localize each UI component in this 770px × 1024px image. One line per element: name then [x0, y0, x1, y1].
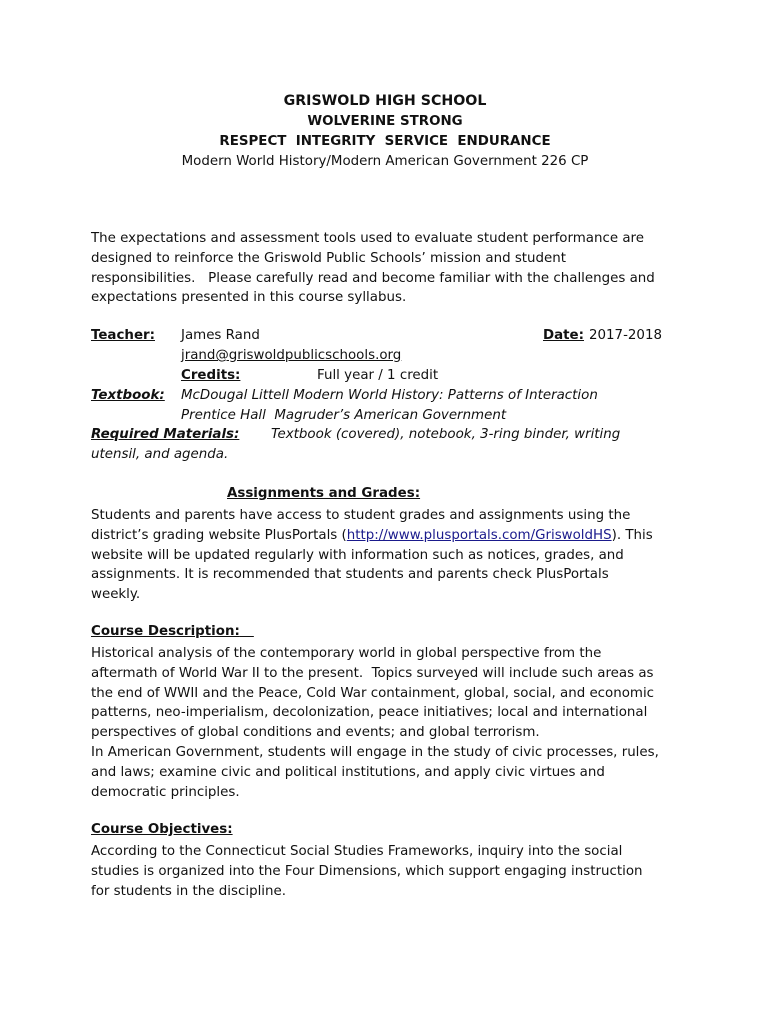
assignments-line: weekly.	[91, 587, 141, 603]
intro-paragraph	[91, 229, 691, 308]
intro-line: responsibilities. Please carefully read and become familiar with the challenges and	[91, 270, 655, 286]
description-line: perspectives of global conditions and events; and global terrorism.	[91, 725, 540, 741]
objectives-line: studies is organized into the Four Dimensions, which support engaging instruction	[91, 863, 643, 879]
description-line: democratic principles.	[91, 784, 240, 800]
assignments-line-suffix: ). This	[611, 527, 653, 543]
materials-2: utensil, and agenda.	[91, 447, 229, 462]
teacher-label: Teacher:	[91, 328, 155, 343]
objectives-paragraph	[91, 842, 691, 901]
teacher-email[interactable]: jrand@griswoldpublicschools.org	[181, 348, 402, 363]
assignments-line: assignments. It is recommended that students and parents check PlusPortals	[91, 567, 609, 583]
assignments-paragraph	[91, 506, 691, 605]
materials-1: Textbook (covered), notebook, 3-ring binder, writing	[271, 427, 621, 442]
intro-line: The expectations and assessment tools used to evaluate student performance are	[91, 231, 644, 246]
school-motto: WOLVERINE STRONG	[307, 114, 463, 129]
school-name: GRISWOLD HIGH SCHOOL	[283, 93, 487, 109]
textbook-label: Textbook:	[91, 388, 165, 403]
description-line: Historical analysis of the contemporary world in global perspective from the	[91, 646, 602, 661]
plusportals-link[interactable]: http://www.plusportals.com/GriswoldHS	[346, 527, 612, 543]
assignments-line	[91, 526, 691, 546]
school-values: RESPECT INTEGRITY SERVICE ENDURANCE	[219, 134, 551, 149]
description-heading-text: Course Description:	[91, 624, 240, 639]
teacher-name: James Rand	[181, 328, 260, 343]
course-title: Modern World History/Modern American Government 226 CP	[181, 154, 589, 169]
date-value: 2017-2018	[589, 328, 662, 343]
date-label: Date:	[543, 328, 584, 343]
materials-label: Required Materials:	[91, 427, 240, 442]
textbook-1: McDougal Littell Modern World History: Patterns of Interaction	[181, 388, 598, 403]
assignments-heading: Assignments and Grades:	[227, 486, 421, 501]
objectives-line: for students in the discipline.	[91, 883, 286, 899]
objectives-heading: Course Objectives:	[91, 822, 233, 837]
assignments-line-prefix: district’s grading website PlusPortals (	[91, 527, 347, 543]
assignments-line: Students and parents have access to student grades and assignments using the	[91, 508, 631, 523]
credits-label: Credits:	[181, 368, 241, 383]
assignments-line: website will be updated regularly with information such as notices, grades, and	[91, 547, 624, 563]
objectives-line: According to the Connecticut Social Studies Frameworks, inquiry into the social	[91, 844, 623, 859]
credits-value: Full year / 1 credit	[317, 368, 439, 383]
description-line: the end of WWII and the Peace, Cold War containment, global, social, and economic	[91, 685, 655, 701]
description-line: In American Government, students will engage in the study of civic processes, rules,	[91, 744, 659, 760]
description-paragraph	[91, 644, 691, 802]
description-line: and laws; examine civic and political institutions, and apply civic virtues and	[91, 764, 605, 780]
intro-line: expectations presented in this course syllabus.	[91, 290, 407, 306]
textbook-2: Prentice Hall Magruder’s American Government	[181, 408, 507, 423]
description-line: aftermath of World War II to the present. Topics surveyed will include such areas as	[91, 665, 654, 681]
description-line: patterns, neo-imperialism, decolonization, peace initiatives; local and international	[91, 705, 648, 721]
intro-line: designed to reinforce the Griswold Public Schools’ mission and student	[91, 250, 567, 266]
description-heading	[91, 624, 254, 639]
